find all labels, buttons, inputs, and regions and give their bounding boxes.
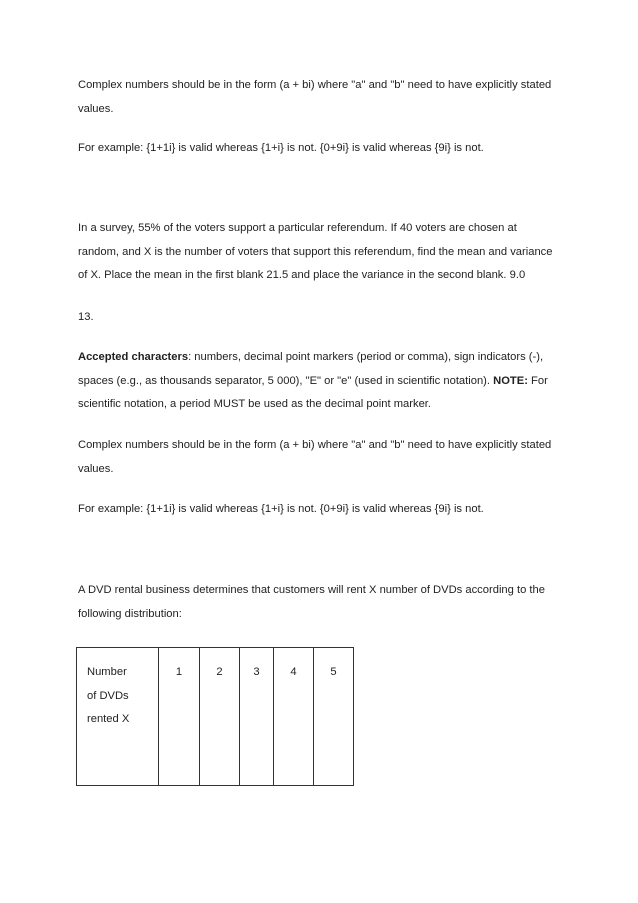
header-text: of DVDs <box>87 689 129 702</box>
text-line: For example: {1+1i} is valid whereas {1+i} is not. {0+9i} is valid whereas {9i} is not. <box>78 503 484 515</box>
text-line: For example: {1+1i} is valid whereas {1+i} is not. {0+9i} is valid whereas {9i} is not. <box>78 142 484 154</box>
text-line: following distribution: <box>78 607 182 620</box>
header-text: Number <box>87 666 127 678</box>
text-line: values. <box>78 102 114 115</box>
accepted-characters-text: : numbers, decimal point markers (period or comma), sign indicators (-), <box>188 351 544 363</box>
text-line: of X. Place the mean in the first blank 21.5 and place the variance in the second blank. 9.0 <box>78 269 526 281</box>
complex-number-example-2 <box>78 498 568 522</box>
table-header-cell <box>77 648 159 786</box>
text-line: A DVD rental business determines that customers will rent X number of DVDs according to the <box>78 584 545 596</box>
complex-number-note-2 <box>78 434 568 481</box>
table-cell: 1 <box>159 648 200 786</box>
text-line <box>78 370 568 394</box>
text-line: 13. <box>78 311 94 323</box>
table-cell: 2 <box>200 648 240 786</box>
table-cell: 3 <box>240 648 274 786</box>
table-row <box>77 648 354 786</box>
text-line: In a survey, 55% of the voters support a particular referendum. If 40 voters are chosen at <box>78 222 517 234</box>
dvd-distribution-table <box>76 647 354 786</box>
complex-number-example-1 <box>78 137 568 161</box>
text-line: Complex numbers should be in the form (a + bi) where "a" and "b" need to have explicitly stated <box>78 79 552 91</box>
dvd-question <box>78 579 568 626</box>
survey-question <box>78 217 568 288</box>
accepted-characters-note <box>78 346 568 417</box>
table-cell: 5 <box>314 648 354 786</box>
text-line: Complex numbers should be in the form (a + bi) where "a" and "b" need to have explicitly stated <box>78 439 552 451</box>
header-text: rented X <box>87 713 130 725</box>
text-line: values. <box>78 462 114 475</box>
text-line: scientific notation, a period MUST be used as the decimal point marker. <box>78 398 432 410</box>
text-line <box>78 346 568 370</box>
accepted-characters-text: spaces (e.g., as thousands separator, 5 000), "E" or "e" (used in scientific notation). <box>78 374 494 387</box>
table-cell: 4 <box>274 648 314 786</box>
accepted-characters-heading: Accepted characters <box>78 351 189 363</box>
text-line: random, and X is the number of voters that support this referendum, find the mean and variance <box>78 245 553 258</box>
note-label: NOTE: <box>493 374 528 387</box>
question-number <box>78 306 568 330</box>
complex-number-note-1 <box>78 74 568 121</box>
accepted-characters-text: For <box>527 374 548 387</box>
